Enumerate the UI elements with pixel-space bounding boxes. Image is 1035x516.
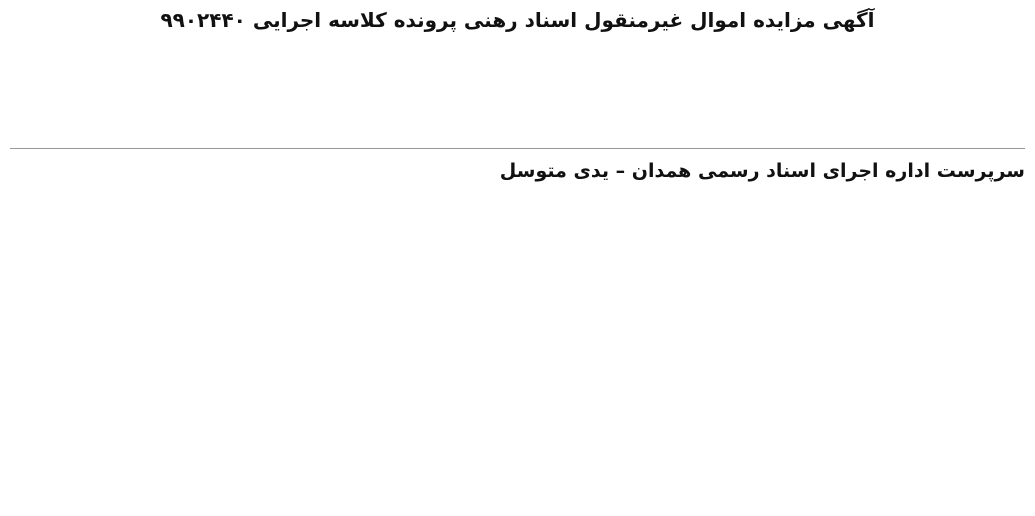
notice-paragraph [10,89,1025,102]
notice-paragraph [10,36,1025,49]
notice-paragraph [10,129,1025,142]
notice-paragraph [10,49,1025,62]
section-heading [10,102,1025,116]
signature: سرپرست اداره اجرای اسناد رسمی همدان – یدی متوسل [499,160,1025,182]
notice-paragraph [10,116,1025,129]
notice-paragraph [10,76,1025,89]
section-heading [10,62,1025,76]
notice-title: آگهی مزایده اموال غیرمنقول اسناد رهنی پرونده کلاسه اجرایی ۹۹۰۲۴۴۰ [160,8,875,32]
divider [10,148,1025,149]
